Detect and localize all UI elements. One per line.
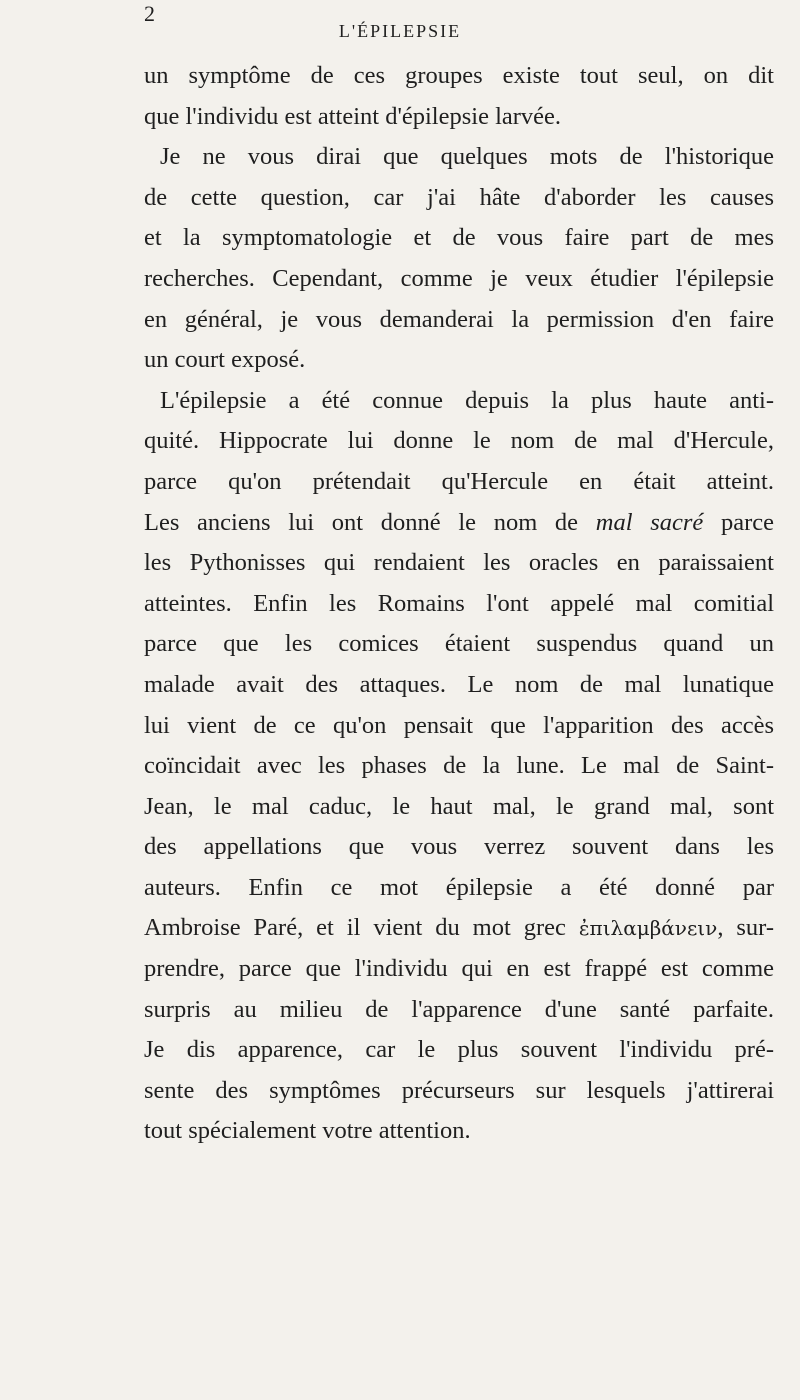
text-line: recherches. Cependant, comme je veux étudier l'épilepsie (144, 264, 774, 292)
text-segment: parce (703, 508, 774, 536)
running-title: L'ÉPILEPSIE (338, 21, 462, 41)
greek-word: ἐπιλαμβάνειν (578, 916, 718, 941)
text-line: parce que les comices étaient suspendus quand un (144, 630, 774, 658)
text-line: Je dis apparence, car le plus souvent l'individu pré- (144, 1036, 774, 1064)
text-line: quité. Hippocrate lui donne le nom de mal d'Hercule, (144, 427, 774, 455)
text-line (144, 908, 774, 949)
text-line (144, 503, 774, 544)
text-line: coïncidait avec les phases de la lune. Le mal de Saint- (144, 752, 774, 780)
page-number: 2 (144, 1, 155, 26)
text-line: de cette question, car j'ai hâte d'aborder les causes (144, 183, 774, 211)
text-line: que l'individu est atteint d'épilepsie larvée. (144, 102, 562, 130)
text-line: malade avait des attaques. Le nom de mal lunatique (144, 670, 774, 698)
text-line: en général, je vous demanderai la permission d'en faire (144, 305, 774, 333)
text-segment: , sur- (717, 914, 774, 942)
text-line: un symptôme de ces groupes existe tout seul, on dit (144, 62, 774, 89)
text-line: prendre, parce que l'individu qui en est frappé est comme (144, 955, 774, 983)
text-line: des appellations que vous verrez souvent dans les (144, 833, 774, 861)
text-segment: Les anciens lui ont donné le nom de (144, 508, 596, 536)
text-line: tout spécialement votre attention. (144, 1117, 471, 1145)
text-line: surpris au milieu de l'apparence d'une santé parfaite. (144, 995, 774, 1023)
text-line: atteintes. Enfin les Romains l'ont appelé mal comitial (144, 589, 774, 617)
text-line: et la symptomatologie et de vous faire part de mes (144, 224, 774, 252)
text-line: auteurs. Enfin ce mot épilepsie a été donné par (144, 873, 774, 901)
text-line: Je ne vous dirai que quelques mots de l'historique (160, 143, 774, 171)
text-line: les Pythonisses qui rendaient les oracles en paraissaient (144, 549, 774, 577)
body-text (144, 56, 774, 1152)
text-line: sente des symptômes précurseurs sur lesquels j'attirerai (144, 1076, 774, 1104)
text-line: parce qu'on prétendait qu'Hercule en était atteint. (144, 467, 774, 495)
text-line: L'épilepsie a été connue depuis la plus haute anti- (160, 386, 774, 414)
italic-term: mal sacré (595, 508, 704, 536)
text-line: un court exposé. (144, 346, 306, 374)
text-segment: Ambroise Paré, et il vient du mot grec (144, 914, 579, 942)
text-line: Jean, le mal caduc, le haut mal, le grand mal, sont (144, 792, 774, 820)
text-line: lui vient de ce qu'on pensait que l'apparition des accès (144, 711, 774, 739)
